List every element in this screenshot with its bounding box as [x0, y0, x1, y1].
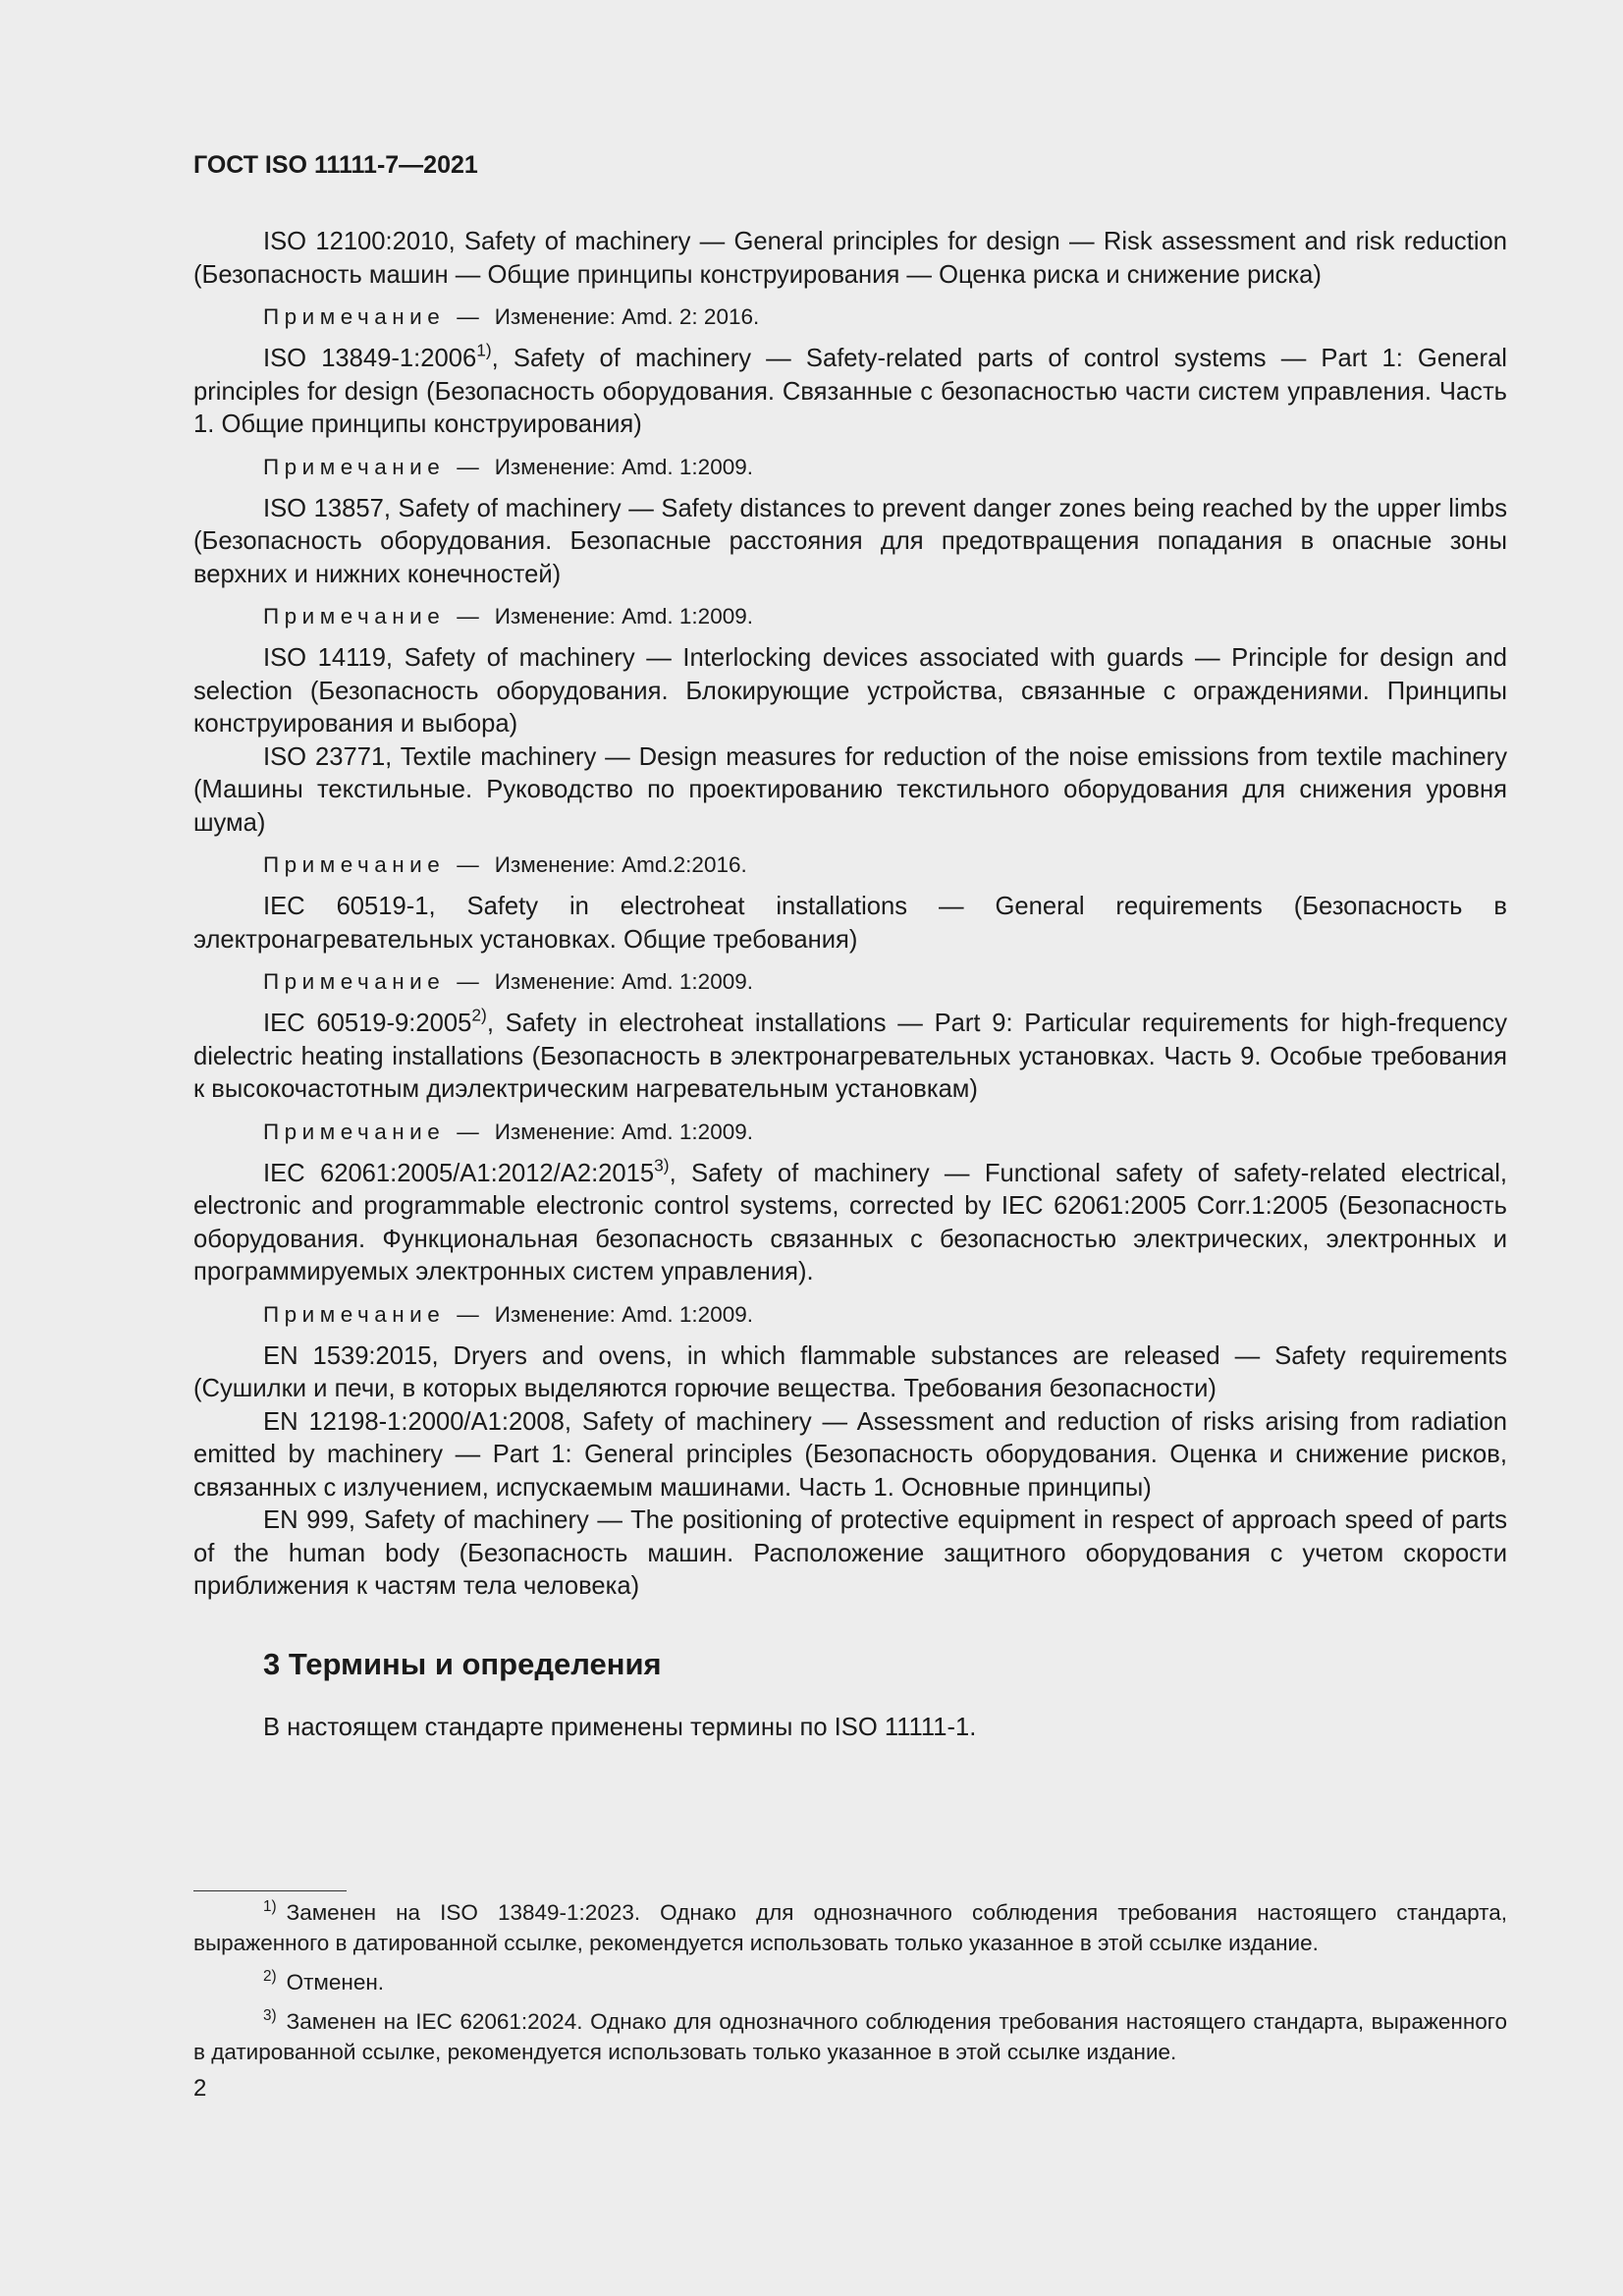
page-number: 2	[193, 2075, 207, 2102]
footnotes	[193, 1897, 1507, 2076]
reference-item	[193, 1504, 1507, 1604]
reference-item	[193, 1406, 1507, 1505]
note-dash: —	[457, 604, 479, 629]
note-text: Изменение: Amd. 1:2009.	[494, 1301, 753, 1327]
reference-item	[193, 1005, 1507, 1107]
note-label: Примечание	[263, 1301, 446, 1327]
reference-text-cont: , Safety of machinery — Functional safety of safety-related electrical, electronic and programmable electronic control systems, corrected by IEC 62061:2005 Corr.1:2005 (Безопасность оборудования. Функциональная безопасность связанных с безопасностью электрических, электронных и программируемых электронных систем управления).	[193, 1159, 1507, 1285]
note-dash: —	[457, 1301, 479, 1327]
note-text: Изменение: Amd. 1:2009.	[494, 604, 753, 629]
reference-text: EN 999, Safety of machinery — The positioning of protective equipment in respect of approach speed of parts of the human body (Безопасность машин. Расположение защитного оборудования с учетом скорости приближения к частям тела человека)	[193, 1506, 1507, 1600]
reference-note	[193, 452, 1507, 483]
reference-text: ISO 23771, Textile machinery — Design measures for reduction of the noise emissions from textile machinery (Машины текстильные. Руководство по проектированию текстильного оборудования для снижения уровня шума)	[193, 742, 1507, 837]
reference-item	[193, 642, 1507, 741]
footnote	[193, 2006, 1507, 2067]
reference-text: IEC 60519-9:2005	[263, 1010, 472, 1037]
normative-references	[193, 226, 1507, 1604]
reference-text: EN 1539:2015, Dryers and ovens, in which flammable substances are released — Safety requirements (Сушилки и печи, в которых выделяются горючие вещества. Требования безопасности)	[193, 1341, 1507, 1402]
reference-item	[193, 340, 1507, 442]
footnote-ref: 3)	[654, 1155, 670, 1175]
footnote-text: Отменен.	[286, 1970, 385, 1995]
reference-item	[193, 891, 1507, 957]
footnote-mark: 2)	[263, 1967, 277, 1985]
note-text: Изменение: Amd.2:2016.	[494, 852, 747, 877]
reference-note	[193, 966, 1507, 998]
footnote-text: Заменен на IEC 62061:2024. Однако для однозначного соблюдения требования настоящего стандарта, выраженного в датированной ссылке, рекомендуется использовать только указанное в этой ссылке издание.	[193, 2009, 1507, 2064]
reference-text: ISO 14119, Safety of machinery — Interlocking devices associated with guards — Principle for design and selection (Безопасность оборудования. Блокирующие устройства, связанные с ограждениями. Принципы конструирования и выбора)	[193, 644, 1507, 738]
note-text: Изменение: Amd. 1:2009.	[494, 1119, 753, 1144]
reference-text-cont: , Safety in electroheat installations — Part 9: Particular requirements for high-frequency dielectric heating installations (Безопасность в электронагревательных установках. Часть 9. Особые требования к высокочастотным диэлектрическим нагревательным установкам)	[193, 1010, 1507, 1103]
footnote-mark: 1)	[263, 1897, 277, 1915]
reference-text-cont: , Safety of machinery — Safety-related parts of control systems — Part 1: General principles for design (Безопасность оборудования. Связанные с безопасностью части систем управления. Часть 1. Общие принципы конструирования)	[193, 345, 1507, 438]
footnote-separator	[193, 1890, 347, 1891]
reference-item	[193, 741, 1507, 841]
note-label: Примечание	[263, 1119, 446, 1144]
reference-note	[193, 1299, 1507, 1331]
note-dash: —	[457, 852, 479, 877]
footnote-mark: 3)	[263, 2006, 277, 2024]
note-label: Примечание	[263, 604, 446, 629]
note-dash: —	[457, 454, 479, 479]
note-label: Примечание	[263, 852, 446, 877]
reference-note	[193, 301, 1507, 333]
reference-text: ISO 13857, Safety of machinery — Safety distances to prevent danger zones being reached by the upper limbs (Безопасность оборудования. Безопасные расстояния для предотвращения попадания в опасные зоны верхних и нижних конечностей)	[193, 494, 1507, 588]
section-text: В настоящем стандарте применены термины по ISO 11111-1.	[263, 1713, 977, 1741]
note-label: Примечание	[263, 969, 446, 994]
reference-note	[193, 601, 1507, 632]
section-heading: 3 Термины и определения	[263, 1646, 662, 1681]
reference-text: EN 12198-1:2000/A1:2008, Safety of machinery — Assessment and reduction of risks arising from radiation emitted by machinery — Part 1: General principles (Безопасность оборудования. Оценка и снижение рисков, связанных с излучением, испускаемым машинами. Часть 1. Основные принципы)	[193, 1407, 1507, 1502]
footnote-ref: 2)	[471, 1005, 487, 1025]
note-text: Изменение: Amd. 1:2009.	[494, 454, 753, 479]
document-page	[193, 147, 1507, 1744]
reference-note	[193, 849, 1507, 881]
reference-text: ISO 13849-1:2006	[263, 345, 477, 372]
footnote	[193, 1897, 1507, 1958]
note-text: Изменение: Amd. 2: 2016.	[494, 304, 760, 329]
reference-item	[193, 226, 1507, 292]
note-dash: —	[457, 969, 479, 994]
note-dash: —	[457, 1119, 479, 1144]
note-dash: —	[457, 304, 479, 329]
note-label: Примечание	[263, 304, 446, 329]
reference-text: IEC 60519-1, Safety in electroheat installations — General requirements (Безопасность в электронагревательных установках. Общие требования)	[193, 893, 1507, 954]
reference-note	[193, 1117, 1507, 1148]
reference-text: ISO 12100:2010, Safety of machinery — General principles for design — Risk assessment and risk reduction (Безопасность машин — Общие принципы конструирования — Оценка риска и снижение риска)	[193, 228, 1507, 289]
note-label: Примечание	[263, 454, 446, 479]
reference-item	[193, 1340, 1507, 1406]
reference-item	[193, 493, 1507, 592]
document-header: ГОСТ ISO 11111-7—2021	[193, 151, 478, 179]
footnote-text: Заменен на ISO 13849-1:2023. Однако для однозначного соблюдения требования настоящего стандарта, выраженного в датированной ссылке, рекомендуется использовать только указанное в этой ссылке издание.	[193, 1900, 1507, 1955]
footnote-ref: 1)	[476, 340, 492, 360]
footnote	[193, 1967, 1507, 1997]
reference-text: IEC 62061:2005/A1:2012/A2:2015	[263, 1159, 655, 1187]
note-text: Изменение: Amd. 1:2009.	[494, 969, 753, 994]
reference-item	[193, 1155, 1507, 1289]
